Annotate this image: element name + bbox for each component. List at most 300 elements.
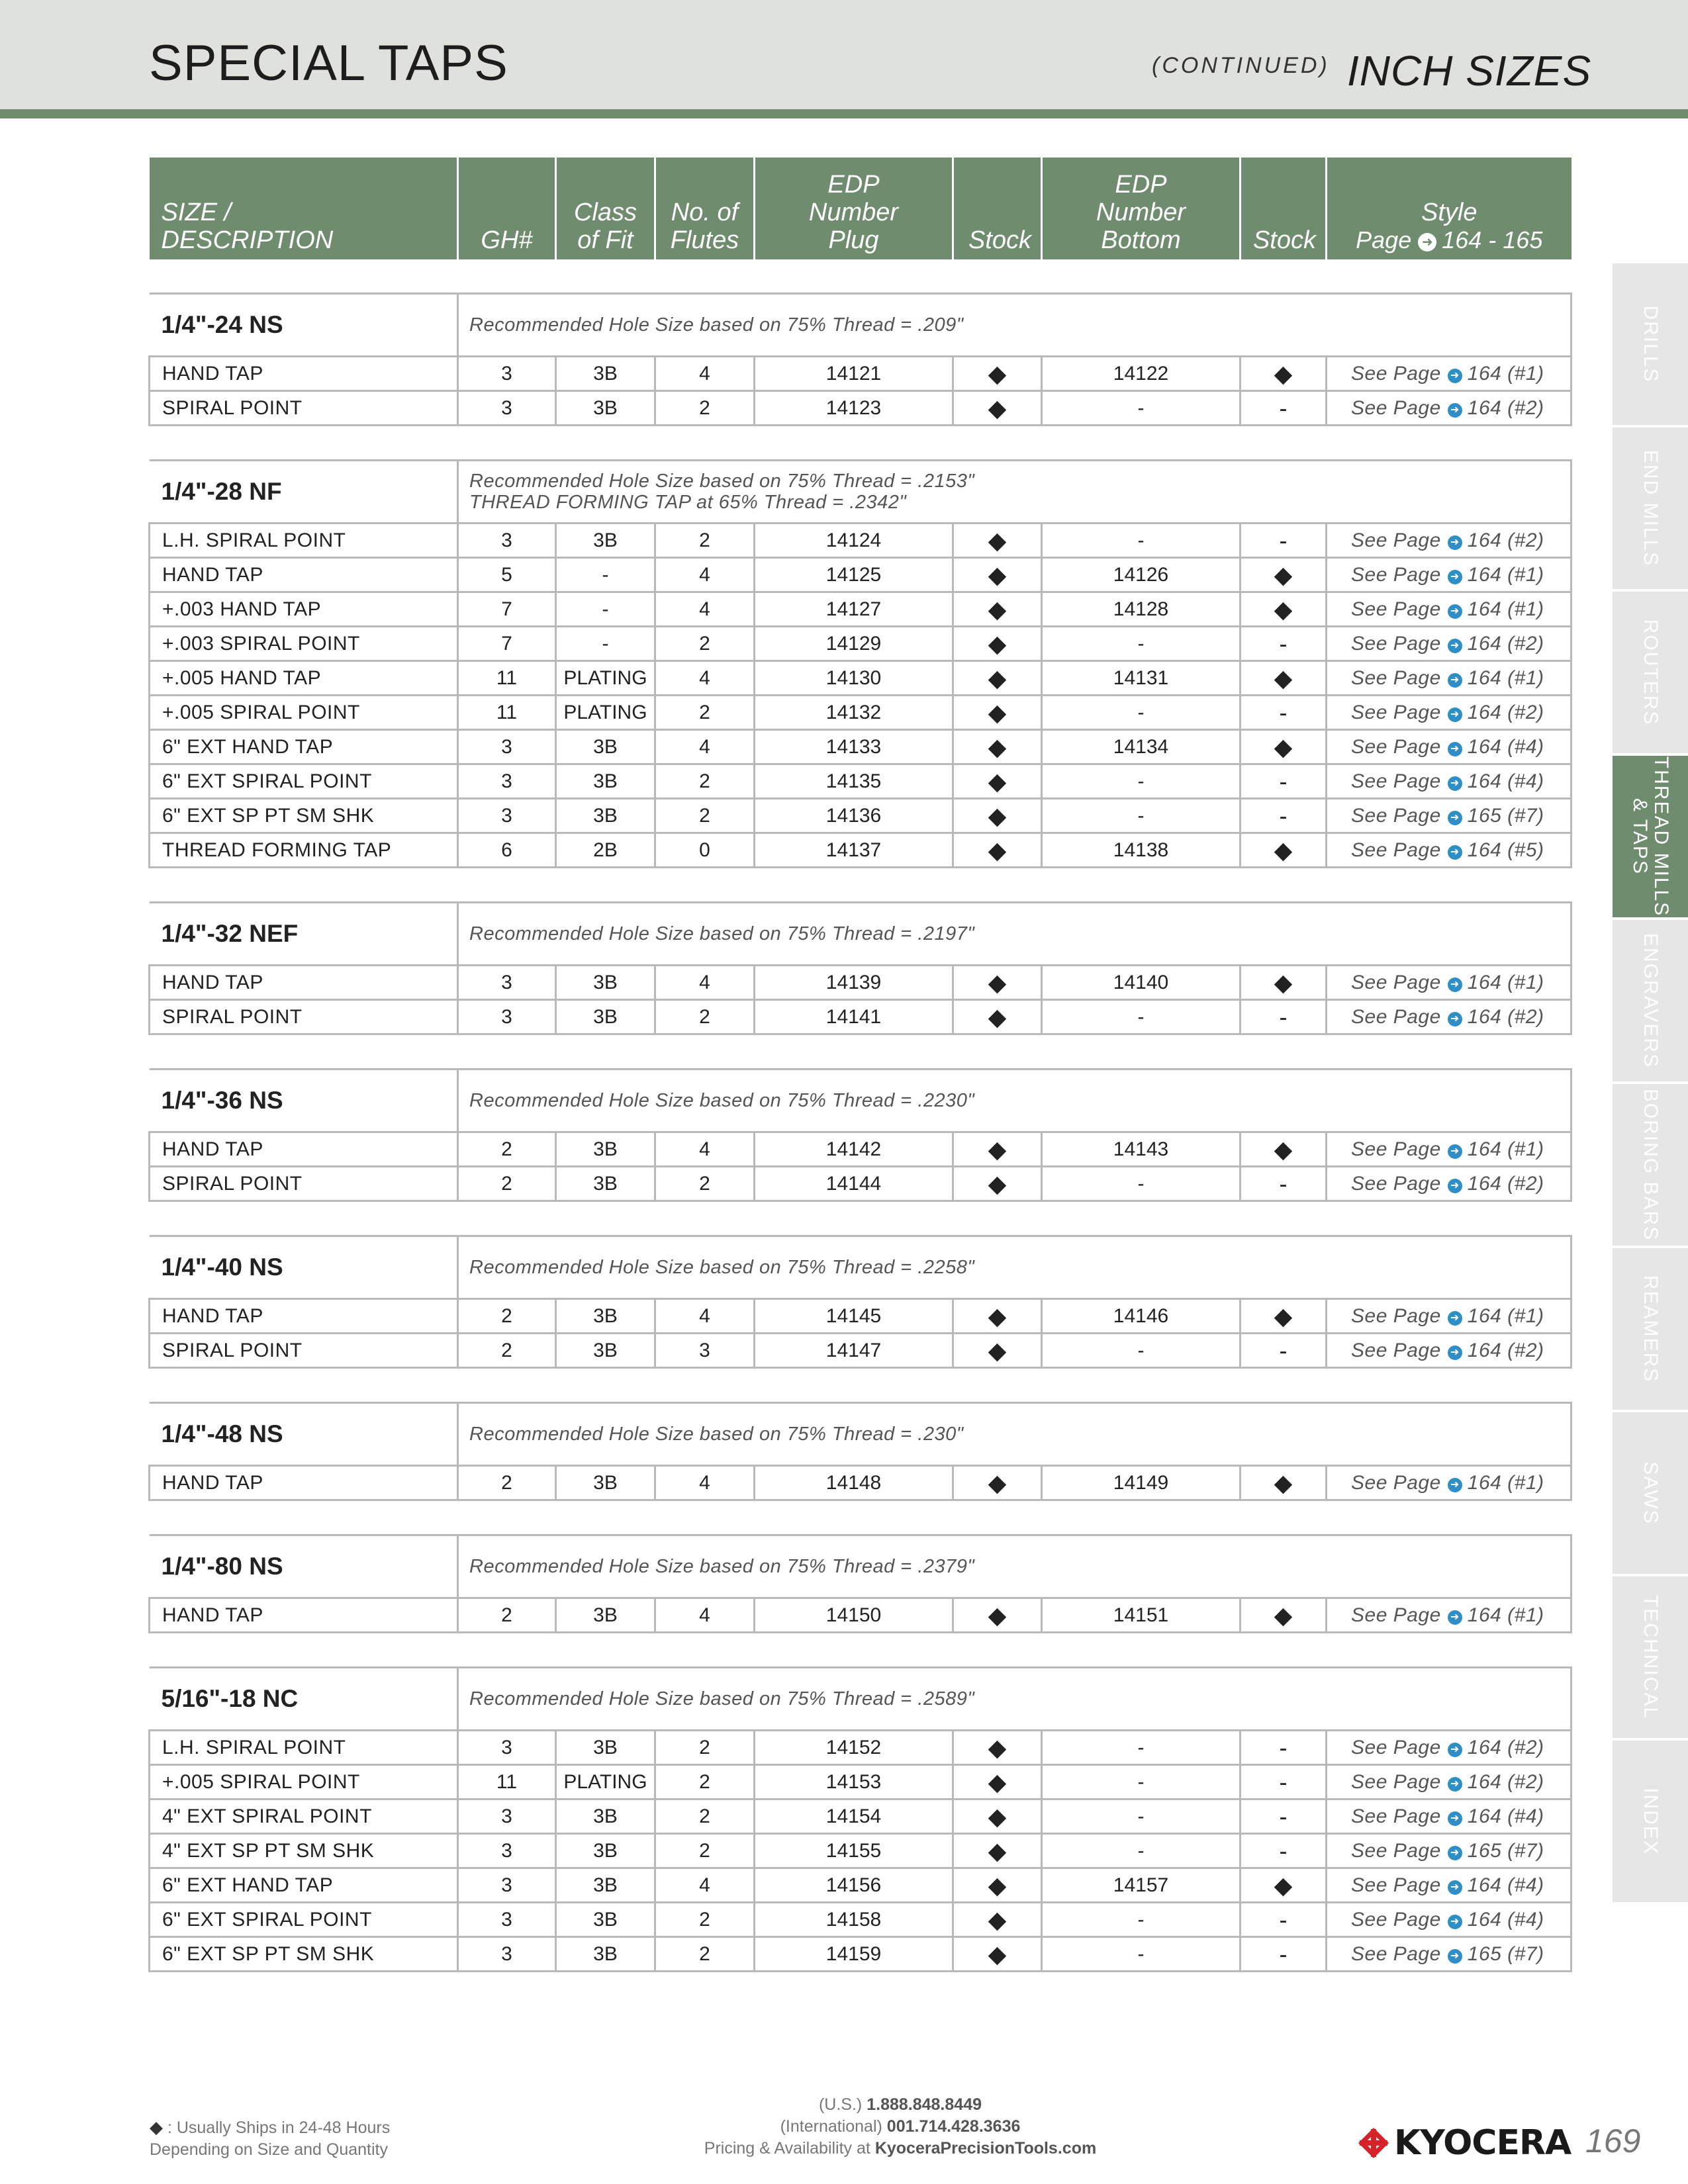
page-ref: 164 (#2) <box>1467 1736 1544 1758</box>
page-ref: 164 (#1) <box>1467 598 1544 620</box>
stock-plug-cell: ◆ <box>953 833 1042 868</box>
description-cell: SPIRAL POINT <box>150 1167 458 1201</box>
see-page-label: See Page <box>1351 1736 1441 1758</box>
page-ref: 164 (#2) <box>1467 632 1544 655</box>
group-spacer <box>150 1034 1571 1069</box>
gh-cell: 3 <box>458 391 556 426</box>
stock-plug-cell: ◆ <box>953 1132 1042 1167</box>
style-ref-cell[interactable] <box>1327 558 1571 592</box>
stock-plug-cell: ◆ <box>953 1903 1042 1937</box>
spacer-cell <box>150 426 1571 461</box>
stock-plug-cell: ◆ <box>953 558 1042 592</box>
tab-label-line: & TAPS <box>1629 798 1651 875</box>
taps-table <box>148 158 1572 1972</box>
tab-reamers[interactable] <box>1613 1248 1688 1410</box>
edp-bottom-cell: 14143 <box>1042 1132 1241 1167</box>
spacer-cell <box>150 1500 1571 1535</box>
recommended-hole-size-line: Recommended Hole Size based on 75% Thread = .2258" <box>469 1257 975 1278</box>
arrow-right-circle-icon: ➜ <box>1448 1311 1462 1326</box>
stock-bottom-cell: ◆ <box>1241 1466 1327 1500</box>
arrow-right-circle-icon: ➜ <box>1448 742 1462 756</box>
edp-bottom-cell: - <box>1042 1765 1241 1799</box>
kyocera-logo-mark-icon <box>1357 2126 1390 2160</box>
table-row <box>150 1466 1571 1500</box>
recommended-hole-size <box>458 1535 1571 1598</box>
table-row <box>150 764 1571 799</box>
class-of-fit-cell: 3B <box>556 523 655 558</box>
tab-label <box>1640 1275 1661 1383</box>
group-spacer <box>150 259 1571 294</box>
diamond-icon: ◆ <box>150 2117 163 2137</box>
flutes-cell: 2 <box>655 1000 755 1034</box>
edp-bottom-cell: - <box>1042 1834 1241 1868</box>
class-of-fit-cell: 3B <box>556 1299 655 1334</box>
stock-plug-cell: ◆ <box>953 1937 1042 1972</box>
us-phone[interactable]: 1.888.848.8449 <box>867 2095 982 2114</box>
style-ref-cell[interactable] <box>1327 1598 1571 1633</box>
edp-plug-cell: 14129 <box>755 627 953 661</box>
tab-routers[interactable] <box>1613 592 1688 753</box>
tab-label-line: ENGRAVERS <box>1640 933 1662 1069</box>
tab-label-line: BORING BARS <box>1640 1088 1662 1242</box>
edp-bottom-cell: - <box>1042 627 1241 661</box>
tab-label <box>1640 305 1661 383</box>
group-spacer <box>150 868 1571 903</box>
description-cell: +.005 SPIRAL POINT <box>150 696 458 730</box>
stock-plug-cell: ◆ <box>953 592 1042 627</box>
col-flutes: No. of Flutes <box>655 158 755 259</box>
description-cell: HAND TAP <box>150 357 458 391</box>
style-ref-cell[interactable] <box>1327 1868 1571 1903</box>
page-ref: 164 (#1) <box>1467 1138 1544 1160</box>
stock-plug-cell: ◆ <box>953 391 1042 426</box>
description-cell: 6" EXT SPIRAL POINT <box>150 1903 458 1937</box>
table-row <box>150 558 1571 592</box>
edp-bottom-cell: - <box>1042 764 1241 799</box>
edp-bottom-cell: - <box>1042 391 1241 426</box>
class-of-fit-cell: 3B <box>556 1731 655 1765</box>
stock-plug-cell: ◆ <box>953 1000 1042 1034</box>
gh-cell: 11 <box>458 661 556 696</box>
table-row <box>150 1868 1571 1903</box>
flutes-cell: 4 <box>655 558 755 592</box>
arrow-right-circle-icon: ➜ <box>1448 1012 1462 1026</box>
edp-plug-cell: 14124 <box>755 523 953 558</box>
page-ref: 164 (#1) <box>1467 362 1544 385</box>
tab-index[interactable] <box>1613 1741 1688 1902</box>
see-page-label: See Page <box>1351 1138 1441 1160</box>
size-group-header <box>150 1403 1571 1466</box>
legend-line-2: Depending on Size and Quantity <box>150 2140 388 2159</box>
tab-label <box>1640 1788 1661 1855</box>
tab-label-line: SAWS <box>1640 1461 1662 1525</box>
tab-technical[interactable] <box>1613 1576 1688 1738</box>
description-cell: HAND TAP <box>150 1466 458 1500</box>
class-of-fit-cell: 3B <box>556 1167 655 1201</box>
page-ref: 164 (#1) <box>1467 1304 1544 1327</box>
see-page-label: See Page <box>1351 1604 1441 1626</box>
recommended-hole-size-line: THREAD FORMING TAP at 65% Thread = .2342" <box>469 492 907 513</box>
edp-plug-cell: 14136 <box>755 799 953 833</box>
tab-boring-bars[interactable] <box>1613 1084 1688 1246</box>
description-cell: 6" EXT SP PT SM SHK <box>150 1937 458 1972</box>
description-cell: THREAD FORMING TAP <box>150 833 458 868</box>
see-page-label: See Page <box>1351 1874 1441 1896</box>
style-ref-cell[interactable] <box>1327 799 1571 833</box>
arrow-right-circle-icon: ➜ <box>1448 673 1462 688</box>
style-ref-cell[interactable] <box>1327 966 1571 1000</box>
recommended-hole-size <box>458 1668 1571 1731</box>
stock-plug-cell: ◆ <box>953 1466 1042 1500</box>
arrow-right-circle-icon: ➜ <box>1448 811 1462 825</box>
style-ref-cell[interactable] <box>1327 1731 1571 1765</box>
style-ref-cell[interactable] <box>1327 730 1571 764</box>
style-ref-cell[interactable] <box>1327 1937 1571 1972</box>
recommended-hole-size-line: Recommended Hole Size based on 75% Thread = .2589" <box>469 1688 975 1709</box>
edp-bottom-cell: - <box>1042 1799 1241 1834</box>
edp-bottom-cell: - <box>1042 1731 1241 1765</box>
gh-cell: 2 <box>458 1167 556 1201</box>
flutes-cell: 2 <box>655 1903 755 1937</box>
description-cell: 4" EXT SP PT SM SHK <box>150 1834 458 1868</box>
class-of-fit-cell: PLATING <box>556 696 655 730</box>
arrow-right-circle-icon: ➜ <box>1448 1811 1462 1826</box>
style-ref-cell[interactable] <box>1327 764 1571 799</box>
arrow-right-circle-icon: ➜ <box>1448 570 1462 584</box>
tab-label <box>1629 756 1671 917</box>
gh-cell: 5 <box>458 558 556 592</box>
spacer-cell <box>150 1368 1571 1403</box>
style-ref-cell[interactable] <box>1327 1765 1571 1799</box>
page-ref: 164 (#5) <box>1467 839 1544 861</box>
website-link[interactable]: KyoceraPrecisionTools.com <box>874 2139 1097 2158</box>
spacer-cell <box>150 1034 1571 1069</box>
flutes-cell: 4 <box>655 592 755 627</box>
page-ref: 164 (#2) <box>1467 1005 1544 1028</box>
edp-plug-cell: 14148 <box>755 1466 953 1500</box>
flutes-cell: 2 <box>655 1765 755 1799</box>
gh-cell: 11 <box>458 1765 556 1799</box>
see-page-label: See Page <box>1351 529 1441 551</box>
logo-wordmark: KYOCERA <box>1394 2123 1571 2163</box>
page-ref: 164 (#4) <box>1467 1874 1544 1896</box>
edp-plug-cell: 14133 <box>755 730 953 764</box>
edp-bottom-cell: - <box>1042 1903 1241 1937</box>
edp-bottom-cell: - <box>1042 523 1241 558</box>
gh-cell: 3 <box>458 1903 556 1937</box>
edp-plug-cell: 14144 <box>755 1167 953 1201</box>
group-spacer <box>150 426 1571 461</box>
stock-plug-cell: ◆ <box>953 1731 1042 1765</box>
style-ref-cell[interactable] <box>1327 1903 1571 1937</box>
edp-bottom-cell: 14157 <box>1042 1868 1241 1903</box>
see-page-label: See Page <box>1351 362 1441 385</box>
gh-cell: 3 <box>458 1868 556 1903</box>
gh-cell: 7 <box>458 627 556 661</box>
style-ref-cell[interactable] <box>1327 1834 1571 1868</box>
style-ref-cell[interactable] <box>1327 1000 1571 1034</box>
stock-bottom-cell: - <box>1241 1334 1327 1368</box>
flutes-cell: 2 <box>655 799 755 833</box>
page-ref: 164 (#2) <box>1467 396 1544 419</box>
tab-label-line: TECHNICAL <box>1640 1594 1662 1720</box>
contact-info: (U.S.) 1.888.848.8449 (International) 001.714.428.3636 Pricing & Availability at KyoceraPrecisionTools.com <box>704 2095 1097 2158</box>
tab-label-line: THREAD MILLS <box>1650 756 1672 917</box>
stock-bottom-cell: - <box>1241 1000 1327 1034</box>
table-row <box>150 1834 1571 1868</box>
stock-bottom-cell: - <box>1241 799 1327 833</box>
stock-plug-cell: ◆ <box>953 966 1042 1000</box>
class-of-fit-cell: 3B <box>556 1132 655 1167</box>
page-number: 169 <box>1585 2122 1641 2160</box>
tab-end-mills[interactable] <box>1613 428 1688 589</box>
tab-engravers[interactable] <box>1613 920 1688 1081</box>
table-row <box>150 592 1571 627</box>
gh-cell: 3 <box>458 1731 556 1765</box>
style-ref-cell[interactable] <box>1327 627 1571 661</box>
group-spacer <box>150 1201 1571 1236</box>
style-ref-cell[interactable] <box>1327 1132 1571 1167</box>
edp-plug-cell: 14130 <box>755 661 953 696</box>
style-ref-cell[interactable] <box>1327 523 1571 558</box>
tab-saws[interactable] <box>1613 1412 1688 1574</box>
stock-plug-cell: ◆ <box>953 661 1042 696</box>
size-group-header <box>150 1069 1571 1132</box>
description-cell: HAND TAP <box>150 966 458 1000</box>
edp-plug-cell: 14152 <box>755 1731 953 1765</box>
class-of-fit-cell: 3B <box>556 730 655 764</box>
class-of-fit-cell: 3B <box>556 357 655 391</box>
flutes-cell: 4 <box>655 730 755 764</box>
page-ref: 164 (#1) <box>1467 971 1544 993</box>
tab-thread-mills-taps[interactable] <box>1613 756 1688 917</box>
see-page-label: See Page <box>1351 1339 1441 1361</box>
flutes-cell: 4 <box>655 357 755 391</box>
edp-bottom-cell: 14128 <box>1042 592 1241 627</box>
table-row <box>150 799 1571 833</box>
stock-legend <box>150 2116 390 2161</box>
arrow-right-circle-icon: ➜ <box>1448 1345 1462 1360</box>
flutes-cell: 4 <box>655 1598 755 1633</box>
stock-plug-cell: ◆ <box>953 1765 1042 1799</box>
class-of-fit-cell: 3B <box>556 799 655 833</box>
stock-bottom-cell: - <box>1241 1731 1327 1765</box>
intl-phone[interactable]: 001.714.428.3636 <box>886 2117 1021 2136</box>
stock-bottom-cell: ◆ <box>1241 966 1327 1000</box>
style-ref-cell[interactable] <box>1327 592 1571 627</box>
flutes-cell: 2 <box>655 1937 755 1972</box>
edp-plug-cell: 14159 <box>755 1937 953 1972</box>
recommended-hole-size-line: Recommended Hole Size based on 75% Thread = .2379" <box>469 1556 975 1577</box>
class-of-fit-cell: 3B <box>556 1334 655 1368</box>
recommended-hole-size-line: Recommended Hole Size based on 75% Thread = .2153" <box>469 471 975 492</box>
size-group-header <box>150 294 1571 357</box>
edp-plug-cell: 14135 <box>755 764 953 799</box>
group-spacer <box>150 1368 1571 1403</box>
stock-bottom-cell: - <box>1241 1937 1327 1972</box>
edp-plug-cell: 14137 <box>755 833 953 868</box>
edp-plug-cell: 14139 <box>755 966 953 1000</box>
see-page-label: See Page <box>1351 563 1441 586</box>
stock-plug-cell: ◆ <box>953 764 1042 799</box>
gh-cell: 2 <box>458 1132 556 1167</box>
edp-bottom-cell: 14149 <box>1042 1466 1241 1500</box>
table-row <box>150 1132 1571 1167</box>
description-cell: 4" EXT SPIRAL POINT <box>150 1799 458 1834</box>
description-cell: 6" EXT SP PT SM SHK <box>150 799 458 833</box>
see-page-label: See Page <box>1351 971 1441 993</box>
style-ref-cell[interactable] <box>1327 1799 1571 1834</box>
see-page-label: See Page <box>1351 1908 1441 1931</box>
recommended-hole-size-line: Recommended Hole Size based on 75% Thread = .2230" <box>469 1090 975 1111</box>
edp-bottom-cell: - <box>1042 1167 1241 1201</box>
recommended-hole-size-line: Recommended Hole Size based on 75% Thread = .209" <box>469 314 964 336</box>
page-ref: 164 (#4) <box>1467 1805 1544 1827</box>
table-row <box>150 1799 1571 1834</box>
edp-bottom-cell: 14138 <box>1042 833 1241 868</box>
size-label: 1/4"-40 NS <box>150 1236 458 1299</box>
edp-plug-cell: 14155 <box>755 1834 953 1868</box>
description-cell: L.H. SPIRAL POINT <box>150 1731 458 1765</box>
stock-plug-cell: ◆ <box>953 730 1042 764</box>
group-spacer <box>150 1500 1571 1535</box>
style-ref-cell[interactable] <box>1327 1167 1571 1201</box>
stock-plug-cell: ◆ <box>953 1834 1042 1868</box>
stock-plug-cell: ◆ <box>953 627 1042 661</box>
description-cell: +.003 HAND TAP <box>150 592 458 627</box>
stock-bottom-cell: - <box>1241 391 1327 426</box>
arrow-right-circle-icon: ➜ <box>1448 1144 1462 1159</box>
recommended-hole-size <box>458 1069 1571 1132</box>
page-ref: 164 (#1) <box>1467 1471 1544 1494</box>
arrow-right-circle-icon: ➜ <box>1448 1915 1462 1929</box>
table-body <box>150 259 1571 1972</box>
page-ref: 164 (#4) <box>1467 1908 1544 1931</box>
arrow-right-circle-icon: ➜ <box>1418 233 1436 251</box>
class-of-fit-cell: 3B <box>556 966 655 1000</box>
edp-bottom-cell: - <box>1042 1000 1241 1034</box>
see-page-label: See Page <box>1351 1304 1441 1327</box>
stock-plug-cell: ◆ <box>953 357 1042 391</box>
table-row <box>150 966 1571 1000</box>
table-row <box>150 730 1571 764</box>
stock-bottom-cell: ◆ <box>1241 730 1327 764</box>
page-ref: 164 (#4) <box>1467 770 1544 792</box>
flutes-cell: 4 <box>655 966 755 1000</box>
style-ref-cell[interactable] <box>1327 833 1571 868</box>
col-edp-plug: EDP Number Plug <box>755 158 953 259</box>
style-ref-cell[interactable] <box>1327 1334 1571 1368</box>
tab-label <box>1640 1089 1661 1241</box>
recommended-hole-size-line: Recommended Hole Size based on 75% Thread = .230" <box>469 1424 964 1445</box>
stock-bottom-cell: ◆ <box>1241 1299 1327 1334</box>
recommended-hole-size <box>458 461 1571 523</box>
table-row <box>150 1598 1571 1633</box>
table-row <box>150 523 1571 558</box>
see-page-label: See Page <box>1351 1005 1441 1028</box>
table-row <box>150 833 1571 868</box>
see-page-label: See Page <box>1351 839 1441 861</box>
tab-label <box>1640 1461 1661 1524</box>
stock-bottom-cell: ◆ <box>1241 661 1327 696</box>
stock-bottom-cell: - <box>1241 1167 1327 1201</box>
edp-plug-cell: 14158 <box>755 1903 953 1937</box>
see-page-label: See Page <box>1351 396 1441 419</box>
class-of-fit-cell: 3B <box>556 1598 655 1633</box>
description-cell: HAND TAP <box>150 1299 458 1334</box>
tab-label <box>1640 619 1661 726</box>
tab-drills[interactable] <box>1613 263 1688 425</box>
spacer-cell <box>150 868 1571 903</box>
flutes-cell: 2 <box>655 391 755 426</box>
class-of-fit-cell: - <box>556 592 655 627</box>
gh-cell: 3 <box>458 523 556 558</box>
table-row <box>150 1765 1571 1799</box>
stock-plug-cell: ◆ <box>953 1299 1042 1334</box>
arrow-right-circle-icon: ➜ <box>1448 1179 1462 1193</box>
size-label: 1/4"-48 NS <box>150 1403 458 1466</box>
class-of-fit-cell: 3B <box>556 391 655 426</box>
page-ref: 165 (#7) <box>1467 1839 1544 1862</box>
size-label: 1/4"-80 NS <box>150 1535 458 1598</box>
table-row <box>150 357 1571 391</box>
edp-plug-cell: 14132 <box>755 696 953 730</box>
tab-label <box>1640 450 1661 567</box>
gh-cell: 2 <box>458 1334 556 1368</box>
edp-plug-cell: 14141 <box>755 1000 953 1034</box>
stock-bottom-cell: ◆ <box>1241 1868 1327 1903</box>
edp-bottom-cell: - <box>1042 1334 1241 1368</box>
style-ref-cell[interactable] <box>1327 661 1571 696</box>
stock-bottom-cell: - <box>1241 1799 1327 1834</box>
style-ref-cell[interactable] <box>1327 1466 1571 1500</box>
style-ref-cell[interactable] <box>1327 1299 1571 1334</box>
recommended-hole-size-line: Recommended Hole Size based on 75% Thread = .2197" <box>469 923 975 944</box>
flutes-cell: 4 <box>655 1466 755 1500</box>
tab-label-line: REAMERS <box>1640 1275 1662 1383</box>
table-row <box>150 1299 1571 1334</box>
size-label: 1/4"-36 NS <box>150 1069 458 1132</box>
flutes-cell: 2 <box>655 1167 755 1201</box>
see-page-label: See Page <box>1351 770 1441 792</box>
flutes-cell: 2 <box>655 696 755 730</box>
page-ref: 165 (#7) <box>1467 1942 1544 1965</box>
stock-plug-cell: ◆ <box>953 1799 1042 1834</box>
stock-bottom-cell: - <box>1241 696 1327 730</box>
class-of-fit-cell: - <box>556 558 655 592</box>
edp-plug-cell: 14127 <box>755 592 953 627</box>
flutes-cell: 3 <box>655 1334 755 1368</box>
description-cell: SPIRAL POINT <box>150 1334 458 1368</box>
class-of-fit-cell: PLATING <box>556 1765 655 1799</box>
description-cell: L.H. SPIRAL POINT <box>150 523 458 558</box>
style-ref-cell[interactable] <box>1327 391 1571 426</box>
edp-bottom-cell: - <box>1042 1937 1241 1972</box>
table-header-row <box>150 158 1571 259</box>
style-ref-cell[interactable] <box>1327 696 1571 730</box>
class-of-fit-cell: - <box>556 627 655 661</box>
class-of-fit-cell: 3B <box>556 764 655 799</box>
arrow-right-circle-icon: ➜ <box>1448 1880 1462 1895</box>
stock-bottom-cell: ◆ <box>1241 833 1327 868</box>
style-ref-cell[interactable] <box>1327 357 1571 391</box>
description-cell: +.005 HAND TAP <box>150 661 458 696</box>
gh-cell: 3 <box>458 357 556 391</box>
edp-bottom-cell: 14122 <box>1042 357 1241 391</box>
tab-label-line: INDEX <box>1640 1788 1662 1855</box>
edp-plug-cell: 14125 <box>755 558 953 592</box>
page-ref: 164 (#4) <box>1467 735 1544 758</box>
